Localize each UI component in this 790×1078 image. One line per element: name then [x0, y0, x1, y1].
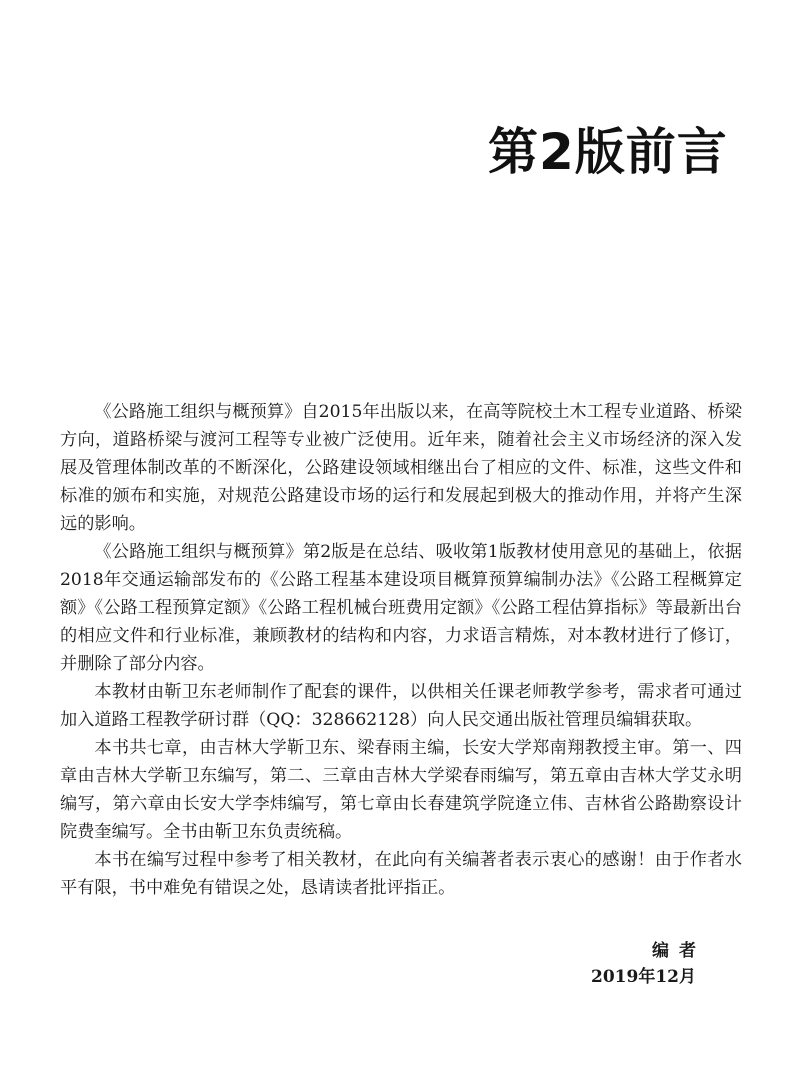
paragraph-4: 本书共七章，由吉林大学靳卫东、梁春雨主编，长安大学郑南翔教授主审。第一、四章由吉林大学靳卫东编写，第二、三章由吉林大学梁春雨编写，第五章由吉林大学艾永明编写，第六章由长安大学李炜编写，第七章由长春建筑学院逄立伟、吉林省公路勘察设计院费奎编写。全书由靳卫东负责统稿。 [60, 738, 742, 842]
paragraph-2: 《公路施工组织与概预算》第2版是在总结、吸收第1版教材使用意见的基础上，依据2018年交通运输部发布的《公路工程基本建设项目概算预算编制办法》《公路工程概算定额》《公路工程预算定额》《公路工程机械台班费用定额》《公路工程估算指标》等最新出台的相应文件和行业标准，兼顾教材的结构和内容，力求语言精炼，对本教材进行了修订，并删除了部分内容。 [60, 542, 742, 674]
signature-author: 编者 [652, 941, 706, 961]
preface-body [60, 398, 742, 902]
page-title: 第2版前言 [488, 123, 728, 181]
paragraph-5: 本书在编写过程中参考了相关教材，在此向有关编著者表示衷心的感谢！由于作者水平有限，书中难免有错误之处，恳请读者批评指正。 [60, 850, 742, 898]
paragraph-1: 《公路施工组织与概预算》自2015年出版以来，在高等院校土木工程专业道路、桥梁方向，道路桥梁与渡河工程等专业被广泛使用。近年来，随着社会主义市场经济的深入发展及管理体制改革的不断深化，公路建设领域相继出台了相应的文件、标准，这些文件和标准的颁布和实施，对规范公路建设市场的运行和发展起到极大的推动作用，并将产生深远的影响。 [60, 402, 742, 534]
signature-date: 2019年12月 [591, 967, 696, 987]
paragraph-3: 本教材由靳卫东老师制作了配套的课件，以供相关任课老师教学参考，需求者可通过加入道路工程教学研讨群（QQ：328662128）向人民交通出版社管理员编辑获取。 [60, 682, 742, 730]
